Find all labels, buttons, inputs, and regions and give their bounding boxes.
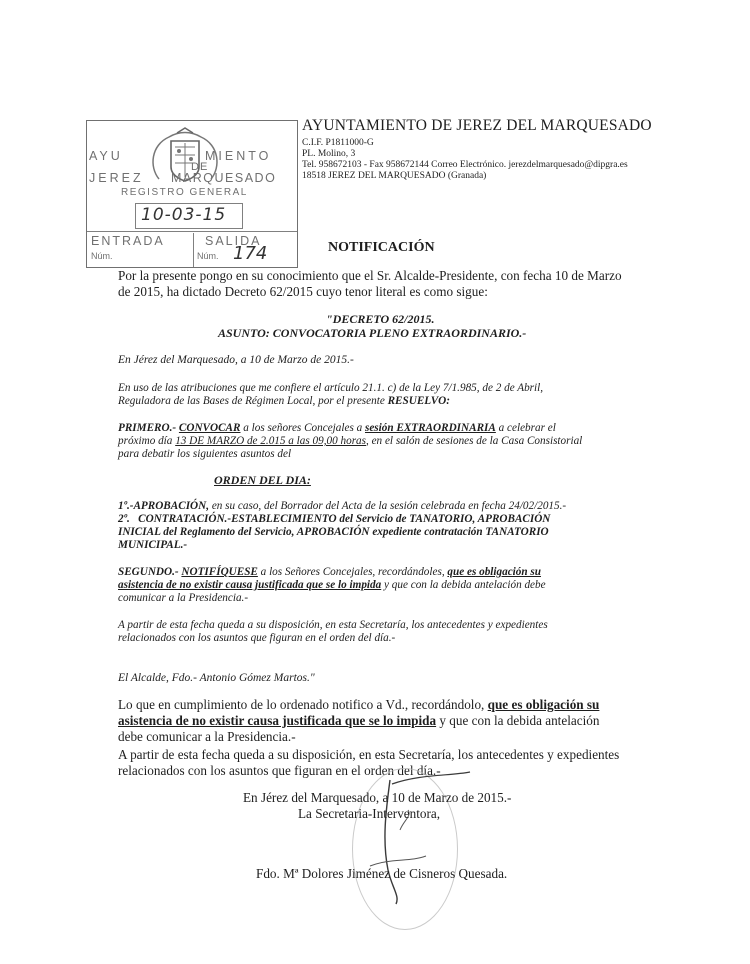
footer-place-date: En Jérez del Marquesado, a 10 de Marzo de 2015.- xyxy=(243,790,512,805)
decree-session-date: 13 DE MARZO de 2.015 a las 09,00 horas xyxy=(175,435,366,447)
stamp-divider-vertical xyxy=(193,233,194,267)
footer-role: La Secretaria-Interventora, xyxy=(298,806,441,821)
decree-segundo-t2: y que con la debida antelación debe xyxy=(384,579,546,591)
intro-line-2: de 2015, ha dictado Decreto 62/2015 cuyo tenor literal es como sigue: xyxy=(118,284,488,299)
decree-sesion: sesión EXTRAORDINARIA xyxy=(364,422,496,434)
letterhead-cif: C.I.F. P1811000-G xyxy=(302,138,374,148)
closing-line-1 xyxy=(118,697,599,713)
closing-line-2 xyxy=(118,713,599,729)
decree-segundo-t1: a los Señores Concejales, recordándoles, xyxy=(260,566,445,578)
stamp-word-6: REGISTRO GENERAL xyxy=(121,187,248,198)
stamp-salida: SALIDA xyxy=(205,234,262,248)
closing-u1: que es obligación su xyxy=(487,697,600,712)
stamp-word-4: JEREZ xyxy=(89,171,144,185)
decree-item-2-label: 2º. xyxy=(118,513,130,525)
decree-convocar: CONVOCAR xyxy=(178,422,241,434)
intro-line-1: Por la presente pongo en su conocimiento que el Sr. Alcalde-Presidente, con fecha 10 de Marzo xyxy=(118,268,622,283)
decree-preamble-2-text: Reguladora de las Bases de Régimen Local, por el presente xyxy=(118,395,385,407)
footer-signer: Fdo. Mª Dolores Jiménez de Cisneros Quesada. xyxy=(256,866,508,881)
registry-stamp xyxy=(86,120,298,268)
decree-segundo-u2: asistencia de no existir causa justificada que se lo impida xyxy=(118,579,382,591)
decree-item-2-l3: MUNICIPAL.- xyxy=(118,539,188,551)
decree-item-1-text: en su caso, del Borrador del Acta de la sesión celebrada en fecha 24/02/2015.- xyxy=(211,500,567,512)
decree-partir-1: A partir de esta fecha queda a su disposición, en esta Secretaría, los antecedentes y expedientes xyxy=(118,619,548,631)
closing-partir-1: A partir de esta fecha queda a su disposición, en esta Secretaría, los antecedentes y expedientes xyxy=(118,747,620,762)
decree-notifiquese: NOTIFÍQUESE xyxy=(181,566,258,578)
stamp-divider xyxy=(87,231,297,232)
decree-item-1-label: 1º.-APROBACIÓN, xyxy=(118,500,210,512)
decree-partir-2: relacionados con los asuntos que figuran en el orden del día.- xyxy=(118,632,396,644)
stamp-num-right: Núm. xyxy=(197,251,219,261)
decree-place-date: En Jérez del Marquesado, a 10 de Marzo de 2015.- xyxy=(118,354,354,366)
decree-primero-label: PRIMERO.- xyxy=(118,422,177,434)
decree-signature: El Alcalde, Fdo.- Antonio Gómez Martos." xyxy=(118,672,315,684)
stamp-entrada: ENTRADA xyxy=(91,234,165,248)
closing-t3: debe comunicar a la Presidencia.- xyxy=(118,729,296,744)
decree-number: "DECRETO 62/2015. xyxy=(326,312,435,326)
decree-primero-t2: a celebrar el xyxy=(498,422,556,434)
stamp-word-1: AYU xyxy=(89,149,123,163)
decree-segundo-u1: que es obligación su xyxy=(447,566,541,578)
decree-resuelvo: RESUELVO: xyxy=(387,395,450,407)
closing-u2: asistencia de no existir causa justificada que se lo impida xyxy=(118,713,437,728)
decree-segundo-t3: comunicar a la Presidencia.- xyxy=(118,592,249,604)
decree-primero-t1: a los señores Concejales a xyxy=(243,422,363,434)
decree-preamble-1: En uso de las atribuciones que me confiere el artículo 21.1. c) de la Ley 7/1.985, de 2 de Abril, xyxy=(118,382,544,394)
letterhead-contact: Tel. 958672103 - Fax 958672144 Correo Electrónico. jerezdelmarquesado@dipgra.es xyxy=(302,160,628,170)
decree-primero-t4: , en el salón de sesiones de la Casa Consistorial xyxy=(366,435,583,447)
decree-item-2-l2: INICIAL del Reglamento del Servicio, APROBACIÓN expediente contratación TANATORIO xyxy=(118,526,549,538)
decree-primero-t5: para debatir los siguientes asuntos del xyxy=(118,448,292,460)
decree-primero-t3: próximo día xyxy=(118,435,173,447)
decree-orden-title: ORDEN DEL DIA: xyxy=(214,473,311,487)
page-title: NOTIFICACIÓN xyxy=(328,240,435,255)
decree-segundo-label: SEGUNDO.- xyxy=(118,566,179,578)
stamp-num-left: Núm. xyxy=(91,251,113,261)
letterhead-address: PL. Molino, 3 xyxy=(302,149,356,159)
letterhead-city: 18518 JEREZ DEL MARQUESADO (Granada) xyxy=(302,171,487,181)
stamp-word-2: MIENTO xyxy=(205,149,272,163)
decree-preamble-2 xyxy=(118,393,450,409)
stamp-number: 174 xyxy=(233,243,268,264)
closing-partir-2: relacionados con los asuntos que figuran en el orden del día.- xyxy=(118,763,441,778)
letterhead-title: AYUNTAMIENTO DE JEREZ DEL MARQUESADO xyxy=(302,117,652,134)
closing-t2: y que con la debida antelación xyxy=(439,713,600,728)
decree-item-2-l1: CONTRATACIÓN.-ESTABLECIMIENTO del Servicio de TANATORIO, APROBACIÓN xyxy=(138,513,551,525)
stamp-word-3: DE xyxy=(191,161,209,173)
decree-subject: ASUNTO: CONVOCATORIA PLENO EXTRAORDINARIO.- xyxy=(218,326,527,340)
stamp-date: 10-03-15 xyxy=(141,205,227,225)
stamp-word-5: MARQUESADO xyxy=(171,171,277,185)
closing-t1: Lo que en cumplimiento de lo ordenado notifico a Vd., recordándolo, xyxy=(118,697,485,712)
